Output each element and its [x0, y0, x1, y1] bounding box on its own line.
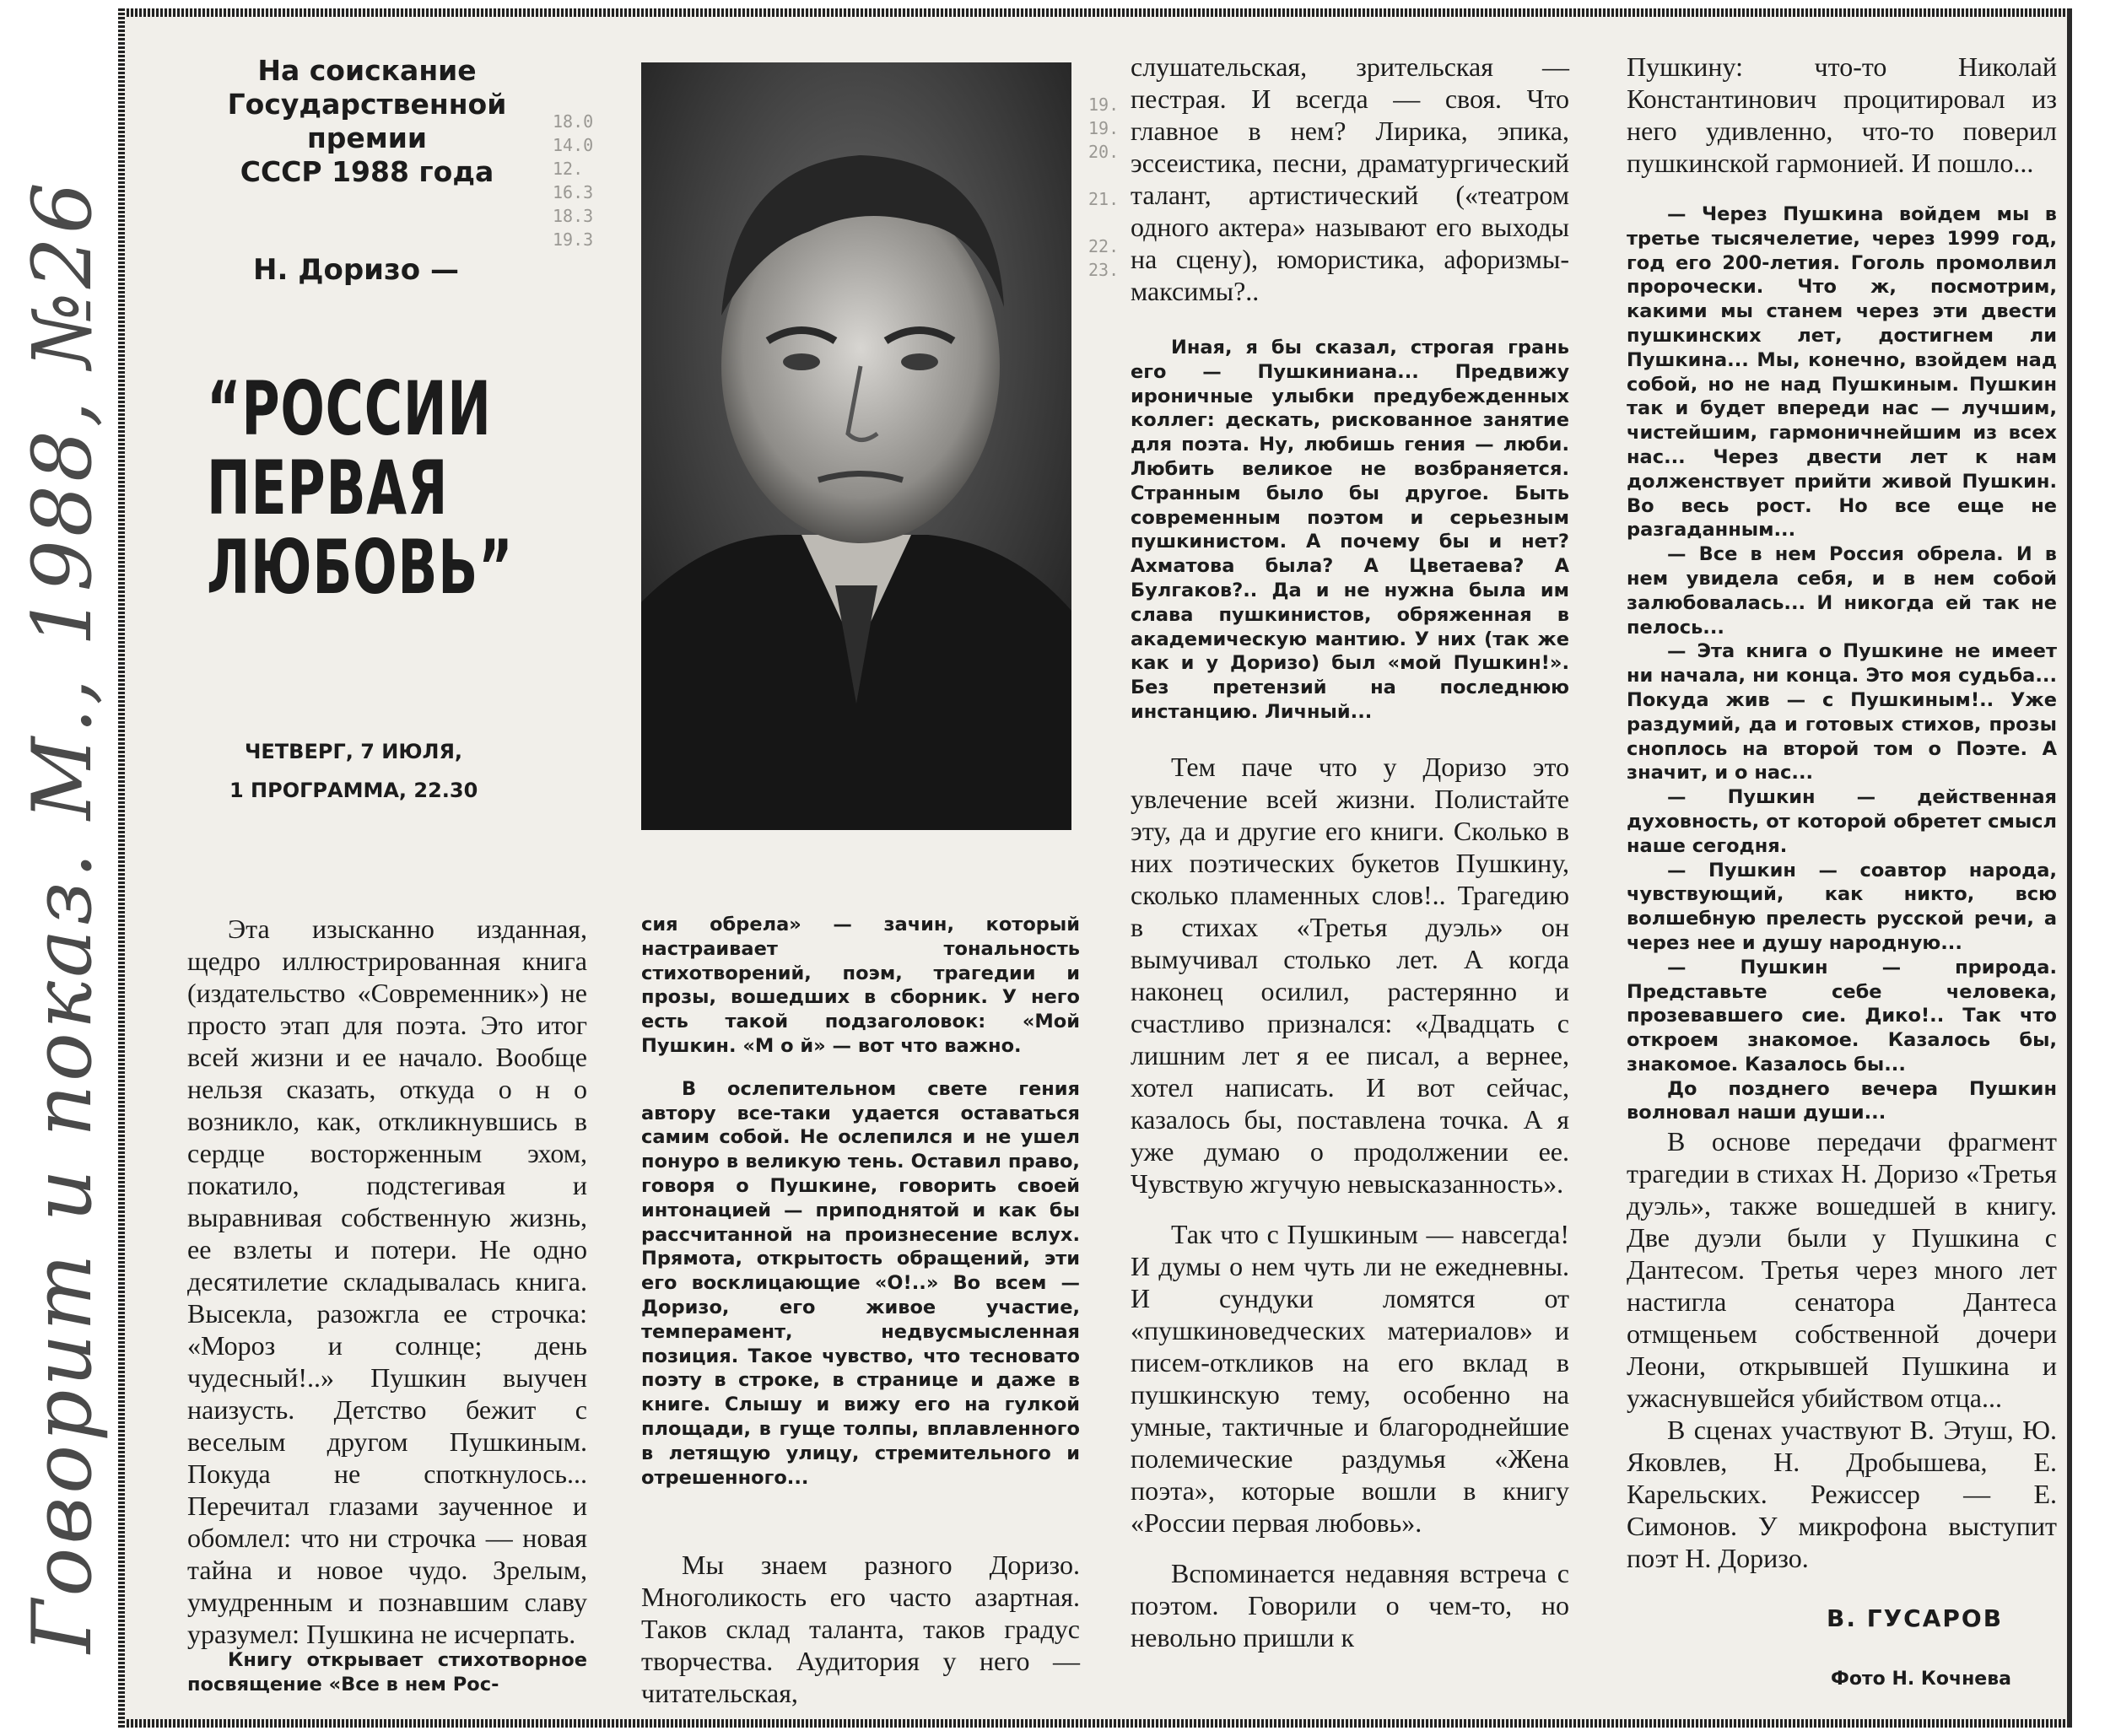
- article-paragraph: В сценах участвуют В. Этуш, Ю. Яковлев, Н. Дробышева, Е. Карельских. Режиссер — Е. Симонов. У микрофона выступит поэт Н. Доризо.: [1627, 1415, 2057, 1573]
- quote-paragraph: До позднего вечера Пушкин волновал наши души...: [1627, 1077, 2057, 1124]
- headline-line: ПЕРВАЯ: [207, 445, 449, 531]
- portrait-illustration: [641, 62, 1071, 830]
- quote-paragraph: — Пушкин — соавтор народа, чувствующий, как никто, всю волшебную прелесть русской речи, а через нее и душу народную...: [1627, 859, 2057, 954]
- article-paragraph: Мы знаем разного Доризо. Многоликость его часто азартная. Таков склад таланта, таков градус творчества. Аудитория у него — читательская,: [641, 1550, 1080, 1708]
- reverse-side-bleed: 19. 19. 20. 21. 22. 23.: [1088, 94, 1120, 280]
- article-paragraph: сия обрела» — зачин, который настраивает тональность стихотворений, поэм, трагедии и прозы, вошедших в сборник. У него есть такой подзаголовок: «Мой Пушкин. «М о й» — вот что важно.: [641, 914, 1080, 1057]
- article-paragraph: Пушкину: что-то Николай Константинович процитировал из него удивленно, что-то поверил пушкинской гармонией. И пошло...: [1627, 51, 2057, 178]
- clipping-border-bottom: [118, 1719, 2072, 1728]
- article-column-4: [1627, 51, 2057, 179]
- handwritten-note: Говорит и показ. М., 1988, №26: [15, 179, 110, 1653]
- article-paragraph: Иная, я бы сказал, строгая грань его — Пушкиниана... Предвижу ироничные улыбки предубежденных коллег: дескать, рискованное занятие для поэта. Ну, любишь гения — люби. Любить великое не возбраняется. Странным было бы другое. Быть современным поэтом и серьезным пушкинистом. А почему бы и нет? Ахматова была? А Цветаева? А Булгаков?.. Да и не нужна была им слава пушкинистов, обряженная в академическую мантию. У них (так же как и у Доризо) был «мой Пушкин!». Без претензий на последнюю инстанцию. Личный...: [1131, 337, 1569, 723]
- quote-paragraph: — Через Пушкина войдем мы в третье тысячелетие, через 1999 год, год его 200-летия. Гоголь промолвил пророчески. Что ж, посмотрим, какими мы станем через эти двести пушкинских лет, достигнем ли Пушкина... Мы, конечно, взойдем над собой, но не над Пушкиным. Пушкин так и будет впереди нас — лучшим, чистейшим, гармоничнейшим из всех нас... Через двести лет к нам долженствует прийти живой Пушкин. Во весь рост. Но все еще не разгаданным...: [1627, 203, 2057, 542]
- prize-heading: [169, 54, 565, 189]
- quote-paragraph: — Пушкин — действенная духовность, от которой обретет смысл наше сегодня.: [1627, 786, 2057, 857]
- article-column-1-bold: [187, 1648, 587, 1697]
- article-paragraph: Эта изысканно изданная, щедро иллюстрированная книга (издательство «Современник») не просто этап для поэта. Это итог всей жизни и ее начало. Вообще нельзя сказать, откуда о н о возникло, как, откликнувшись в сердце восторженным эхом, покатило, подстегивая и выравнивая собственную жизнь, ее взлеты и потери. Не одно десятилетие складывалась книга. Высекла, разожгла ее строчка: «Мороз и солнце; день чудесный!..» Пушкин выучен наизусть. Детство бежит с веселым другом Пушкиным. Покуда не споткнулось... Перечитал глазами заученное и обомлел: что ни строчка — новая тайна и новое чудо. Зрелым, умудренным и познавшим славу уразумел: Пушкина не исчерпать.: [187, 914, 587, 1649]
- article-paragraph: Книгу открывает стихотворное посвящение «Все в нем Рос-: [187, 1649, 587, 1696]
- portrait-photo: [641, 62, 1071, 830]
- article-paragraph: В основе передачи фрагмент трагедии в стихах Н. Доризо «Третья дуэль», также вошедшей в книгу. Две дуэли были у Пушкина с Дантесом. Третья через много лет настигла сенатора Дантеса отмщеньем собственной дочери Леони, открывшей Пушкина и ужаснувшейся убийством отца...: [1627, 1126, 2057, 1413]
- clipping-border-left: [118, 8, 125, 1728]
- headline-line: ЛЮБОВЬ”: [207, 524, 514, 611]
- article-column-3: [1131, 51, 1569, 307]
- article-signature: В. ГУСАРОВ: [1827, 1604, 2004, 1632]
- article-column-3-cont: [1131, 751, 1569, 1653]
- clipping-border-right: [2067, 8, 2072, 1728]
- reverse-side-bleed: 18.0 14.0 12. 16.3 18.3 19.3: [553, 111, 594, 250]
- prize-line: На соискание: [257, 54, 477, 87]
- author-name: Н. Доризо —: [253, 253, 459, 287]
- headline: [207, 365, 514, 611]
- broadcast-info: [229, 732, 548, 810]
- article-column-2-end: [641, 1549, 1080, 1709]
- article-column-4-end: [1627, 1125, 2057, 1574]
- clipping-border-top: [118, 8, 2072, 17]
- article-paragraph: В ослепительном свете гения автору все-таки удается оставаться самим собой. Не ослепился и не ушел понуро в великую тень. Оставил право, говоря о Пушкине, говорить своей интонацией — приподнятой и как бы рассчитанной на произнесение вслух. Прямота, открытость обращений, эти его восклицающие «О!..» Во всем — Доризо, его живое участие, темперамент, недвусмысленная позиция. Такое чувство, что тесновато поэту в строке, в странице и даже в книге. Слышу и вижу его на гулкой площади, в гуще толпы, вплавленного в летящую улицу, стремительного и отрешенного...: [641, 1077, 1080, 1489]
- article-paragraph: Тем паче что у Доризо это увлечение всей жизни. Полистайте эту, да и другие его книги. Сколько в них поэтических букетов Пушкину, сколько пламенных слов!.. Трагедию в стихах «Третья дуэль» он вымучивал столько лет. А когда наконец осилил, растерянно и счастливо признался: «Двадцать с лишним лет я ее писал, а вернее, хотел написать. И вот сейчас, казалось бы, поставлена точка. А я уже думаю о продолжении ее. Чувствую жгучую невысказанность».: [1131, 752, 1569, 1199]
- article-paragraph: Так что с Пушкиным — навсегда! И думы о нем чуть ли не ежедневны. И сундуки ломятся от «пушкиноведческих материалов» и писем-откликов на его вклад в пушкинскую тему, особенно на умные, тактичные и благороднейшие полемические раздумья «Жена поэта», которые вошли в книгу «России первая любовь».: [1131, 1219, 1569, 1538]
- quote-paragraph: — Все в нем Россия обрела. И в нем увидела себя, и в нем собой залюбовалась... И никогда ей так не пелось...: [1627, 543, 2057, 639]
- photo-credit: Фото Н. Кочнева: [1831, 1669, 2011, 1690]
- broadcast-program: 1 ПРОГРАММА, 22.30: [229, 779, 478, 802]
- quote-paragraph: — Эта книга о Пушкине не имеет ни начала, ни конца. Это моя судьба... Покуда жив — с Пушкиным!.. Уже раздумий, да и готовых стихов, прозы сноплось на второй том о Поэте. А значит, и о нас...: [1627, 640, 2057, 784]
- prize-line: Государственной премии: [227, 88, 507, 154]
- quote-paragraph: — Пушкин — природа. Представьте себе человека, прозевавшего сие. Дико!.. Так что откроем знакомое. Казалось бы, знакомое. Казалось бы...: [1627, 956, 2057, 1076]
- article-column-3-bold: [1131, 336, 1569, 725]
- article-paragraph: Вспоминается недавняя встреча с поэтом. Говорили о чем-то, но невольно пришли к: [1131, 1558, 1569, 1652]
- prize-line: СССР 1988 года: [240, 155, 494, 188]
- article-column-2: [641, 913, 1080, 1490]
- headline-line: “РОССИИ: [207, 365, 492, 452]
- article-column-1: [187, 913, 587, 1650]
- broadcast-date: ЧЕТВЕРГ, 7 ИЮЛЯ,: [245, 740, 463, 763]
- article-paragraph: слушательская, зрительская — пестрая. И всегда — своя. Что главное в нем? Лирика, эпика, эссеистика, песни, драматургический талант, артистический («театром одного актера» называют его выходы на сцену), юмористика, афоризмы-максимы?..: [1131, 51, 1569, 306]
- article-column-4-bold: [1627, 202, 2057, 1125]
